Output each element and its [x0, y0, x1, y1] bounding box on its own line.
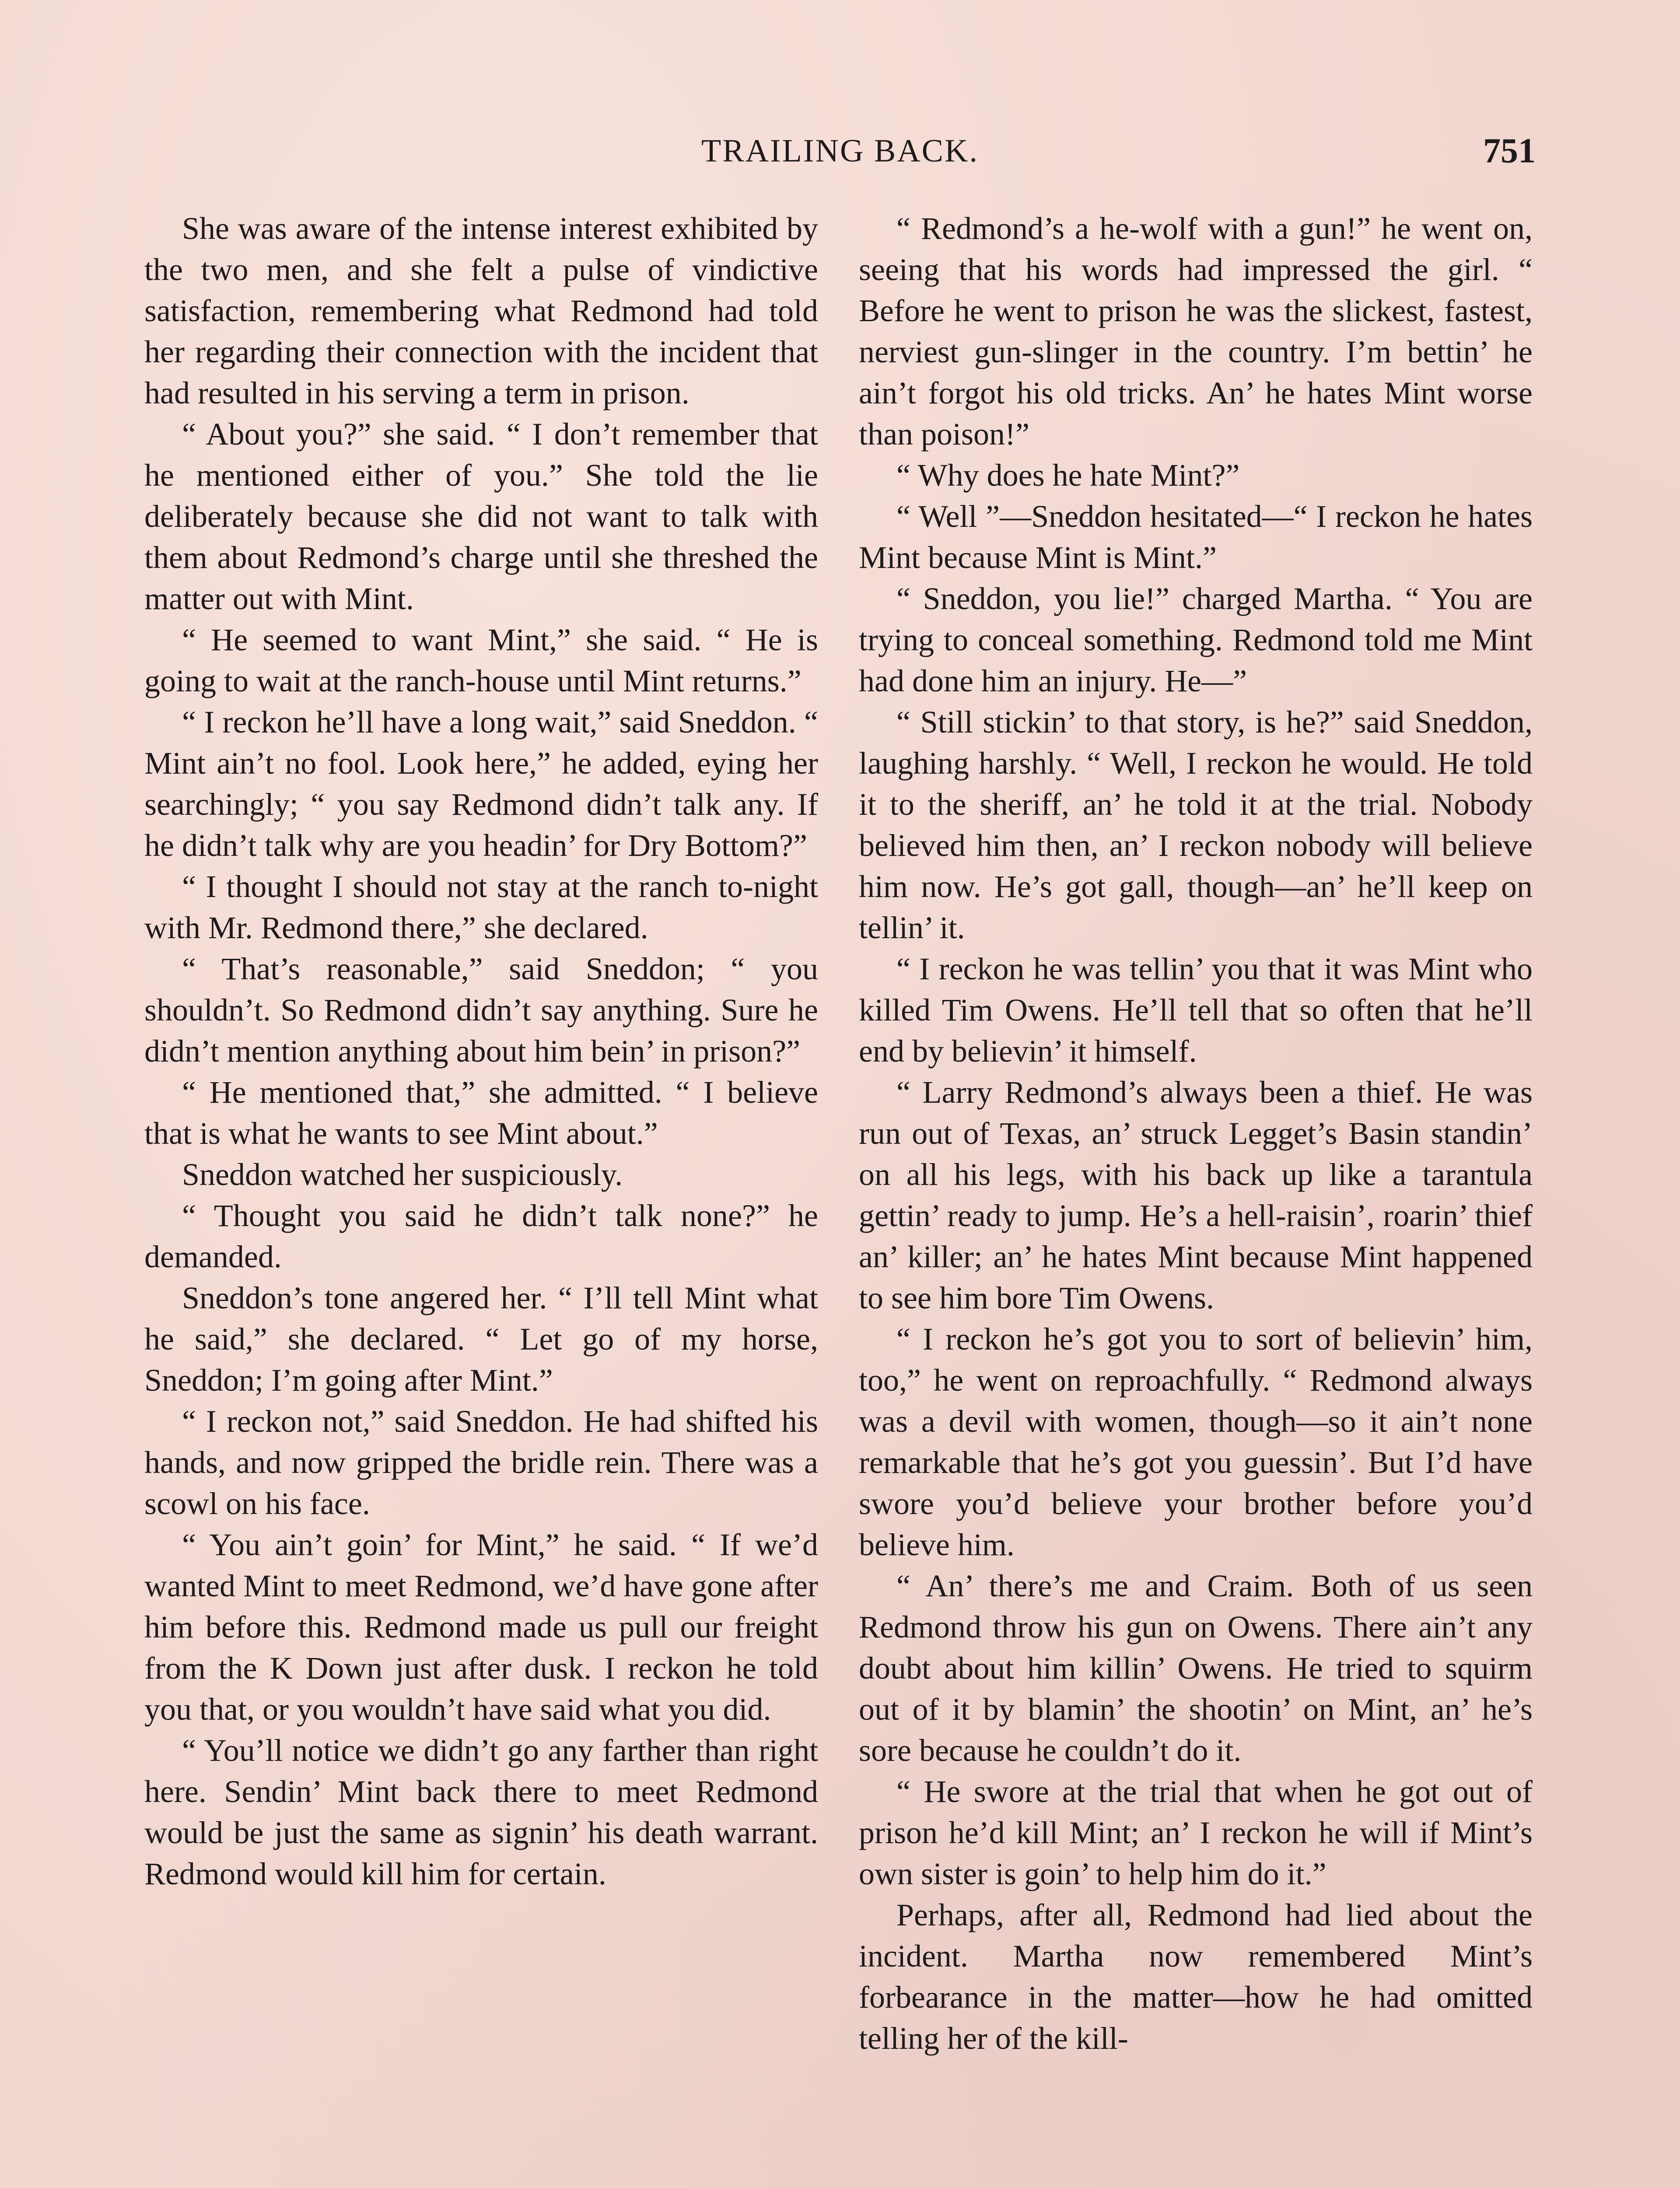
paragraph: “ I reckon he was tellin’ you that it was Mint who killed Tim Owens. He’ll tell that so often that he’ll end by believin’ it himself. — [859, 951, 1533, 1069]
paragraph: “ Still stickin’ to that story, is he?” said Sneddon, laughing harshly. “ Well, I reckon he would. He told it to the sheriff, an’ he told it at the trial. Nobody believed him then, an’ I reckon nobody will believe him now. He’s got gall, though—an’ he’ll keep on tellin’ it. — [859, 705, 1533, 945]
paragraph: Sneddon’s tone angered her. “ I’ll tell Mint what he said,” she declared. “ Let go of my horse, Sneddon; I’m going after Mint.” — [144, 1280, 818, 1398]
paragraph: “ I thought I should not stay at the ranch to-night with Mr. Redmond there,” she declared. — [144, 869, 818, 945]
paragraph: “ An’ there’s me and Craim. Both of us seen Redmond throw his gun on Owens. There ain’t any doubt about him killin’ Owens. He tried to squirm out of it by blamin’ the shootin’ on Mint, an’ he’s sore because he couldn’t do it. — [859, 1568, 1533, 1768]
paragraph: “ Larry Redmond’s always been a thief. He was run out of Texas, an’ struck Legget’s Basin standin’ on all his legs, with his back up like a tarantula gettin’ ready to jump. He’s a hell-raisin’, roarin’ thief an’ killer; an’ he hates Mint because Mint happened to see him bore Tim Owens. — [859, 1075, 1533, 1315]
paragraph: “ He mentioned that,” she admitted. “ I believe that is what he wants to see Mint about.” — [144, 1075, 818, 1151]
paragraph: “ You’ll notice we didn’t go any farther than right here. Sendin’ Mint back there to meet Redmond would be just the same as signin’ his death warrant. Redmond would kill him for certain. — [144, 1733, 818, 1891]
paragraph: Sneddon watched her suspiciously. — [182, 1157, 623, 1192]
left-column — [144, 208, 818, 1894]
paragraph: “ That’s reasonable,” said Sneddon; “ you shouldn’t. So Redmond didn’t say anything. Sure he didn’t mention anything about him bein’ in prison?” — [144, 951, 818, 1069]
paragraph: “ Sneddon, you lie!” charged Martha. “ You are trying to conceal something. Redmond told me Mint had done him an injury. He—” — [859, 581, 1533, 698]
paragraph: “ I reckon he’s got you to sort of believin’ him, too,” he went on reproachfully. “ Redmond always was a devil with women, though—so it ain’t none remarkable that he’s got you guessin’. But I’d have swore you’d believe your brother before you’d believe him. — [859, 1322, 1533, 1562]
paragraph: “ I reckon not,” said Sneddon. He had shifted his hands, and now gripped the bridle rein. There was a scowl on his face. — [144, 1404, 818, 1521]
paragraph: “ Thought you said he didn’t talk none?” he demanded. — [144, 1198, 818, 1274]
paragraph: “ About you?” she said. “ I don’t remember that he mentioned either of you.” She told the lie deliberately because she did not want to talk with them about Redmond’s charge until she threshed the matter out with Mint. — [144, 417, 818, 616]
paragraph: “ I reckon he’ll have a long wait,” said Sneddon. “ Mint ain’t no fool. Look here,” he added, eying her searchingly; “ you say Redmond didn’t talk any. If he didn’t talk why are you headin’ for Dry Bottom?” — [144, 705, 818, 863]
running-title: TRAILING BACK. — [701, 133, 979, 169]
right-column — [859, 208, 1533, 2059]
paragraph: “ Why does he hate Mint?” — [896, 458, 1240, 493]
paragraph: “ Well ”—Sneddon hesitated—“ I reckon he hates Mint because Mint is Mint.” — [859, 499, 1533, 575]
paragraph: “ You ain’t goin’ for Mint,” he said. “ If we’d wanted Mint to meet Redmond, we’d have gone after him before this. Redmond made us pull our freight from the K Down just after dusk. I reckon he told you that, or you wouldn’t have said what you did. — [144, 1527, 818, 1727]
paragraph: Perhaps, after all, Redmond had lied about the incident. Martha now remembered Mint’s forbearance in the matter—how he had omitted telling her of the kill- — [859, 1897, 1533, 2056]
paragraph: “ He swore at the trial that when he got out of prison he’d kill Mint; an’ I reckon he will if Mint’s own sister is goin’ to help him do it.” — [859, 1774, 1533, 1891]
paragraph: She was aware of the intense interest exhibited by the two men, and she felt a pulse of vindictive satisfaction, remembering what Redmond had told her regarding their connection with the incident that had resulted in his serving a term in prison. — [144, 211, 818, 410]
paragraph: “ He seemed to want Mint,” she said. “ He is going to wait at the ranch-house until Mint returns.” — [144, 622, 818, 698]
page-number: 751 — [1483, 132, 1536, 170]
paragraph: “ Redmond’s a he-wolf with a gun!” he went on, seeing that his words had impressed the girl. “ Before he went to prison he was the slickest, fastest, nerviest gun-slinger in the country. I’m bettin’ he ain’t forgot his old tricks. An’ he hates Mint worse than poison!” — [859, 211, 1533, 452]
running-head — [144, 131, 1536, 171]
